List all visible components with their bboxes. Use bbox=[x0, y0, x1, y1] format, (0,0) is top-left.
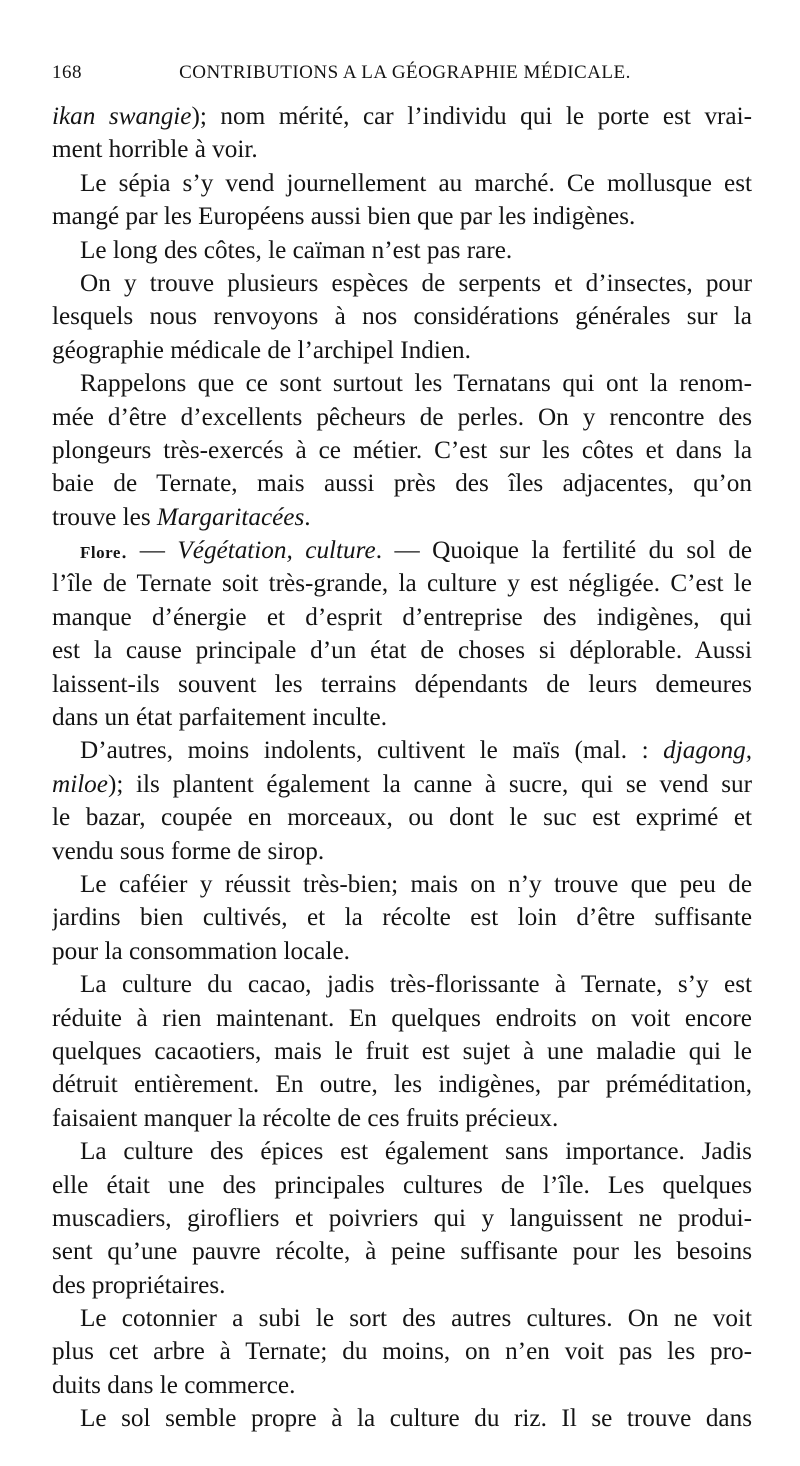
text-segment: quelques cacaotiers, mais le fruit est sujet à une maladie qui le bbox=[52, 1037, 752, 1065]
italic-text: miloe bbox=[52, 770, 108, 798]
text-line bbox=[52, 1335, 752, 1368]
italic-text: ikan swangie bbox=[52, 103, 192, 130]
text-line bbox=[52, 401, 752, 434]
page-number: 168 bbox=[52, 62, 82, 83]
text-line bbox=[52, 300, 752, 333]
text-segment: ment horrible à voir. bbox=[52, 136, 258, 164]
text-line bbox=[52, 267, 752, 300]
running-title: CONTRIBUTIONS A LA GÉOGRAPHIE MÉDICALE. bbox=[179, 62, 631, 83]
text-line bbox=[52, 133, 752, 166]
italic-text: Margaritacées bbox=[156, 503, 305, 531]
text-segment: Le caféier y réussit très-bien; mais on n’y trouve que peu de bbox=[80, 870, 752, 898]
text-line bbox=[52, 901, 752, 934]
text-segment: réduite à rien maintenant. En quelques endroits on voit encore bbox=[52, 1004, 752, 1032]
text-line bbox=[52, 234, 752, 267]
italic-text: Végétation, culture bbox=[177, 537, 376, 565]
text-segment: vendu sous forme de sirop. bbox=[52, 837, 325, 865]
text-line bbox=[52, 734, 752, 767]
running-header bbox=[52, 62, 748, 92]
text-line bbox=[52, 200, 752, 233]
text-line bbox=[52, 1235, 752, 1268]
text-line bbox=[52, 100, 752, 133]
text-line bbox=[52, 1102, 752, 1135]
text-segment: sent qu’une pauvre récolte, à peine suffisante pour les besoins bbox=[52, 1238, 752, 1266]
text-line bbox=[52, 1169, 752, 1202]
text-segment: baie de Ternate, mais aussi près des îles adjacentes, qu’on bbox=[52, 470, 752, 498]
text-line bbox=[52, 534, 752, 567]
text-segment: pour la consommation locale. bbox=[52, 937, 350, 965]
text-segment: des propriétaires. bbox=[52, 1271, 226, 1299]
text-segment: est la cause principale d’un état de choses si déplorable. Aussi bbox=[52, 637, 752, 665]
text-segment: La culture du cacao, jadis très-florissante à Ternate, s’y est bbox=[80, 971, 752, 999]
text-line bbox=[52, 868, 752, 901]
text-segment: elle était une des principales cultures de l’île. Les quelques bbox=[52, 1171, 752, 1199]
text-segment: mangé par les Européens aussi bien que par les indigènes. bbox=[52, 203, 636, 231]
text-segment: . — Quoique la fertilité du sol de bbox=[375, 537, 752, 565]
text-segment: Le long des côtes, le caïman n’est pas rare. bbox=[80, 236, 513, 264]
text-line bbox=[52, 467, 752, 500]
body-text bbox=[52, 100, 752, 1436]
text-line bbox=[52, 768, 752, 801]
text-line bbox=[52, 1369, 752, 1402]
text-line bbox=[52, 1002, 752, 1035]
text-line bbox=[52, 668, 752, 701]
text-segment: muscadiers, girofliers et poivriers qui y languissent ne produi- bbox=[52, 1204, 752, 1232]
section-label: Flore bbox=[80, 543, 121, 563]
text-segment: faisaient manquer la récolte de ces fruits précieux. bbox=[52, 1104, 559, 1132]
text-segment: laissent-ils souvent les terrains dépendants de leurs demeures bbox=[52, 670, 752, 698]
text-line bbox=[52, 701, 752, 734]
text-segment: l’île de Ternate soit très-grande, la culture y est négligée. C’est le bbox=[52, 570, 752, 598]
text-segment: duits dans le commerce. bbox=[52, 1371, 296, 1399]
text-segment: manque d’énergie et d’esprit d’entreprise des indigènes, qui bbox=[52, 603, 752, 631]
text-line bbox=[52, 601, 752, 634]
text-line bbox=[52, 567, 752, 600]
text-segment: D’autres, moins indolents, cultivent le maïs (mal. : bbox=[80, 737, 664, 765]
text-segment: ); ils plantent également la canne à sucre, qui se vend sur bbox=[107, 770, 752, 798]
text-line bbox=[52, 1035, 752, 1068]
italic-text: djagong, bbox=[663, 737, 752, 765]
text-line bbox=[52, 1068, 752, 1101]
text-segment: le bazar, coupée en morceaux, ou dont le suc est exprimé et bbox=[52, 804, 752, 832]
text-segment: géographie médicale de l’archipel Indien. bbox=[52, 336, 471, 364]
text-segment: . bbox=[304, 503, 311, 531]
text-segment: Le cotonnier a subi le sort des autres cultures. On ne voit bbox=[80, 1305, 752, 1333]
text-line bbox=[52, 167, 752, 200]
text-segment: . — bbox=[120, 537, 178, 565]
text-line bbox=[52, 334, 752, 367]
text-line bbox=[52, 634, 752, 667]
text-segment: lesquels nous renvoyons à nos considérations générales sur la bbox=[52, 303, 752, 331]
text-segment: plus cet arbre à Ternate; du moins, on n’en voit pas les pro- bbox=[52, 1338, 752, 1366]
text-segment: La culture des épices est également sans importance. Jadis bbox=[80, 1138, 752, 1166]
text-segment: jardins bien cultivés, et la récolte est loin d’être suffisante bbox=[52, 904, 752, 932]
text-segment: Rappelons que ce sont surtout les Ternatans qui ont la renom- bbox=[80, 370, 752, 398]
text-segment: Le sol semble propre à la culture du riz. Il se trouve dans bbox=[80, 1405, 752, 1433]
text-line bbox=[52, 367, 752, 400]
text-segment: mée d’être d’excellents pêcheurs de perles. On y rencontre des bbox=[52, 403, 752, 431]
text-line bbox=[52, 501, 752, 534]
text-segment: détruit entièrement. En outre, les indigènes, par préméditation, bbox=[52, 1071, 752, 1099]
text-line bbox=[52, 835, 752, 868]
text-line bbox=[52, 1202, 752, 1235]
text-line bbox=[52, 1269, 752, 1302]
text-segment: ); nom mérité, car l’individu qui le porte est vrai- bbox=[191, 103, 752, 130]
text-line bbox=[52, 801, 752, 834]
text-line bbox=[52, 1402, 752, 1435]
text-line bbox=[52, 968, 752, 1001]
text-line bbox=[52, 434, 752, 467]
text-line bbox=[52, 1302, 752, 1335]
text-segment: Le sépia s’y vend journellement au marché. Ce mollusque est bbox=[80, 169, 752, 197]
text-segment: dans un état parfaitement inculte. bbox=[52, 704, 388, 732]
text-segment: plongeurs très-exercés à ce métier. C’est sur les côtes et dans la bbox=[52, 436, 752, 464]
text-line bbox=[52, 1135, 752, 1168]
text-segment: On y trouve plusieurs espèces de serpents et d’insectes, pour bbox=[80, 269, 752, 297]
text-line bbox=[52, 935, 752, 968]
text-segment: trouve les bbox=[52, 503, 157, 531]
